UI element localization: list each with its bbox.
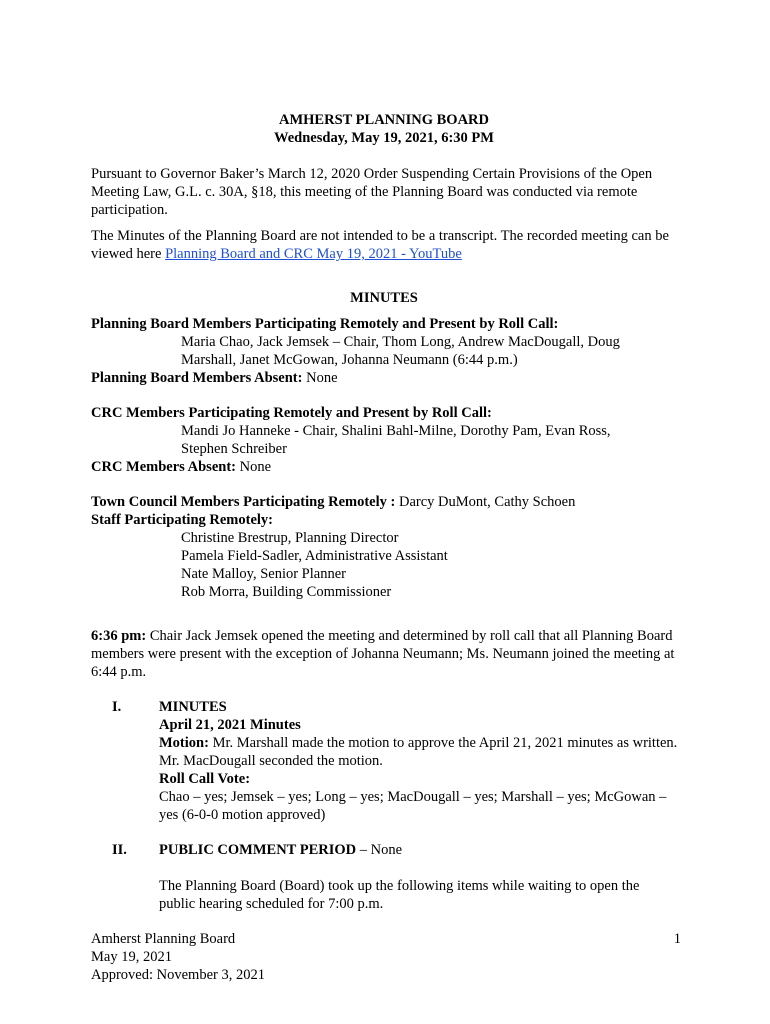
opening-time: 6:36 pm: <box>91 628 147 644</box>
section-2-body <box>159 841 679 859</box>
staff-member: Pamela Field-Sadler, Administrative Assistant <box>181 548 448 564</box>
section-2-title: PUBLIC COMMENT PERIOD <box>159 842 357 858</box>
section-2-paragraph: The Planning Board (Board) took up the following items while waiting to open the public hearing scheduled for 7:00 p.m. <box>159 878 640 912</box>
staff-member: Rob Morra, Building Commissioner <box>181 584 392 600</box>
crc-present-label: CRC Members Participating Remotely and Present by Roll Call: <box>91 405 492 421</box>
title-line-2: Wednesday, May 19, 2021, 6:30 PM <box>274 130 494 146</box>
opening-paragraph <box>91 627 681 681</box>
crc-absent <box>91 458 681 476</box>
intro-paragraph-2 <box>91 227 681 263</box>
pb-absent-label: Planning Board Members Absent: <box>91 370 303 386</box>
youtube-recording-link[interactable]: Planning Board and CRC May 19, 2021 - YouTube <box>165 246 462 262</box>
pb-present-line-2: Marshall, Janet McGowan, Johanna Neumann (6:44 p.m.) <box>181 352 518 368</box>
intro-paragraph-1: Pursuant to Governor Baker’s March 12, 2020 Order Suspending Certain Provisions of the Open Meeting Law, G.L. c. 30A, §18, this meeting of the Planning Board was conducted via remote participation. <box>91 166 653 218</box>
pb-present-label: Planning Board Members Participating Remotely and Present by Roll Call: <box>91 316 559 332</box>
town-council-label: Town Council Members Participating Remotely : <box>91 494 396 510</box>
pb-absent <box>91 369 681 387</box>
section-2-number: II. <box>112 842 127 858</box>
footer-line-1: Amherst Planning Board <box>91 931 236 947</box>
opening-text: Chair Jack Jemsek opened the meeting and determined by roll call that all Planning Board members were present with the exception of Johanna Neumann; Ms. Neumann joined the meeting at 6:44 p.m. <box>91 628 675 680</box>
town-council-value: Darcy DuMont, Cathy Schoen <box>395 494 576 510</box>
footer-line-2: May 19, 2021 <box>91 949 172 965</box>
motion-label: Motion: <box>159 735 209 751</box>
section-1-body <box>159 698 679 824</box>
section-1-subtitle: April 21, 2021 Minutes <box>159 717 301 733</box>
crc-absent-value: None <box>235 459 272 475</box>
roll-call-text: Chao – yes; Jemsek – yes; Long – yes; MacDougall – yes; Marshall – yes; McGowan – yes (6-0-0 motion approved) <box>159 789 667 823</box>
motion-text: Mr. Marshall made the motion to approve the April 21, 2021 minutes as written. Mr. MacDougall seconded the motion. <box>159 735 678 769</box>
section-1-number: I. <box>112 699 122 715</box>
section-2-rest: – None <box>356 842 403 858</box>
section-1-title: MINUTES <box>159 699 227 715</box>
page-footer <box>91 930 681 984</box>
footer-line-3: Approved: November 3, 2021 <box>91 967 265 983</box>
roll-call-label: Roll Call Vote: <box>159 771 251 787</box>
staff-label: Staff Participating Remotely: <box>91 512 274 528</box>
crc-present-line-1: Mandi Jo Hanneke - Chair, Shalini Bahl-Milne, Dorothy Pam, Evan Ross, <box>181 423 611 439</box>
page-number: 1 <box>673 931 681 947</box>
title-line-1: AMHERST PLANNING BOARD <box>278 112 489 128</box>
staff-attendance <box>91 493 681 601</box>
crc-absent-label: CRC Members Absent: <box>91 459 236 475</box>
document-title <box>91 111 677 147</box>
minutes-heading: MINUTES <box>350 290 418 306</box>
section-1-motion <box>159 734 679 770</box>
pb-absent-value: None <box>302 370 338 386</box>
pb-present-line-1: Maria Chao, Jack Jemsek – Chair, Thom Long, Andrew MacDougall, Doug <box>181 334 620 350</box>
intro-paragraph-2-text: The Minutes of the Planning Board are not intended to be a transcript. The recorded meeting can be viewed here <box>91 228 669 262</box>
town-council-line <box>91 493 681 511</box>
crc-present-line-2: Stephen Schreiber <box>181 441 287 457</box>
pb-attendance <box>91 315 681 387</box>
crc-attendance <box>91 404 681 476</box>
staff-member: Christine Brestrup, Planning Director <box>181 530 399 546</box>
staff-member: Nate Malloy, Senior Planner <box>181 566 346 582</box>
